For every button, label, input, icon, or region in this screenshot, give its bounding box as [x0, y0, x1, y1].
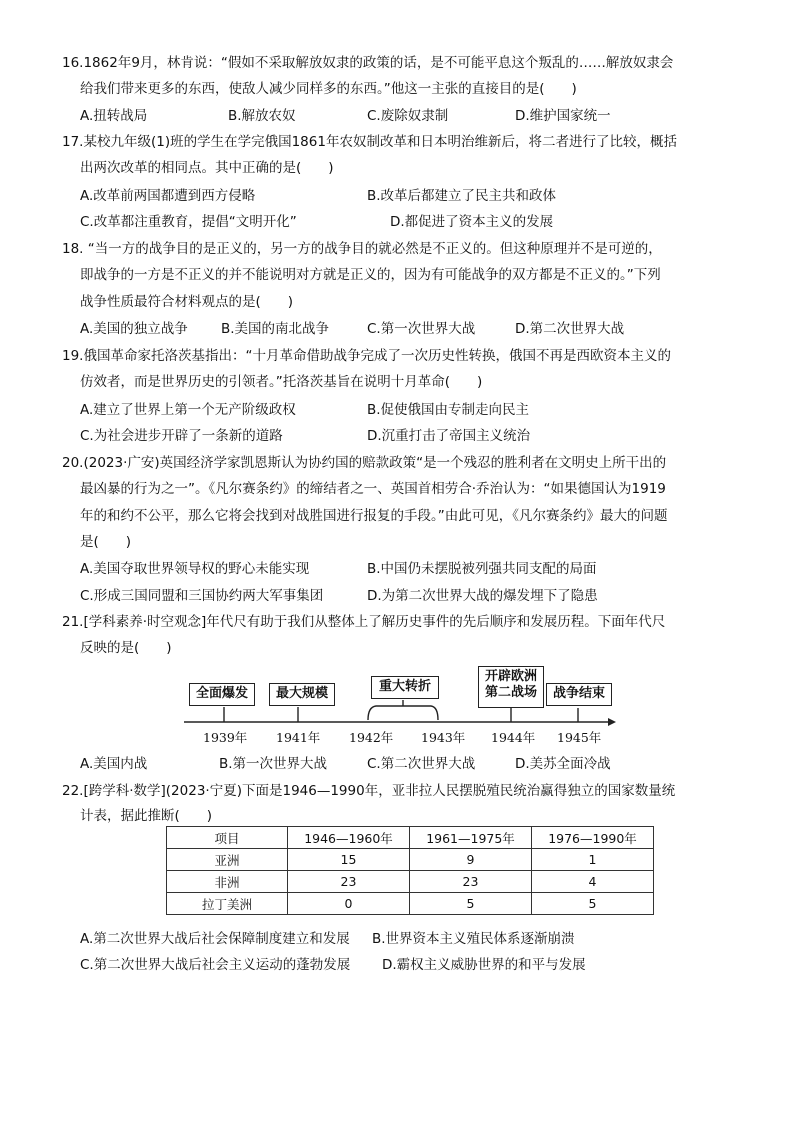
- table-header-cell: 项目: [167, 827, 288, 849]
- q20-line-3: 年的和约不公平，那么它将会找到对战胜国进行报复的手段。”由此可见，《凡尔赛条约》最大的问题: [80, 508, 668, 524]
- q20-line-4: 是( ): [80, 534, 132, 550]
- q18-option-a: A.美国的独立战争: [80, 321, 188, 337]
- q18-line-1: 18. “当一方的战争目的是正义的，另一方的战争目的就必然是不正义的。但这种原理并不是可逆的，: [62, 241, 662, 257]
- q21-line-1: 21.[学科素养·时空观念]年代尺有助于我们从整体上了解历史事件的先后顺序和发展历程。下面年代尺: [62, 614, 666, 630]
- q22-option-a: A.第二次世界大战后社会保障制度建立和发展: [80, 931, 350, 947]
- timeline-event-war-ends: 战争结束: [546, 683, 612, 706]
- q17-option-a: A.改革前两国都遭到西方侵略: [80, 188, 256, 204]
- timeline-year-1941: 1941年: [276, 730, 321, 745]
- q17-option-c: C.改革都注重教育，提倡“文明开化”: [80, 214, 297, 230]
- table-cell: 非洲: [167, 871, 288, 893]
- table-header-cell: 1946—1960年: [288, 827, 410, 849]
- table-cell: 5: [410, 893, 532, 915]
- table-cell: 9: [410, 849, 532, 871]
- q19-line-2: 仿效者，而是世界历史的引领者。”托洛茨基旨在说明十月革命( ): [80, 374, 483, 390]
- q19-option-c: C.为社会进步开辟了一条新的道路: [80, 428, 283, 444]
- q17-option-b: B.改革后都建立了民主共和政体: [367, 188, 557, 204]
- q18-line-3: 战争性质最符合材料观点的是( ): [80, 294, 294, 310]
- q17-line-1: 17.某校九年级(1)班的学生在学完俄国1861年农奴制改革和日本明治维新后，将二者进行了比较，概括: [62, 134, 677, 150]
- q21-option-b: B.第一次世界大战: [219, 756, 328, 772]
- timeline-year-1942: 1942年: [349, 730, 394, 745]
- table-cell: 23: [288, 871, 410, 893]
- q18-line-2: 即战争的一方是不正义的并不能说明对方就是正义的，因为有可能战争的双方都是不正义的。”下列: [80, 267, 661, 283]
- independence-statistics-table: [166, 826, 654, 915]
- q16-line-1: 16.1862年9月，林肯说：“假如不采取解放奴隶的政策的话，是不可能平息这个叛乱的……解放奴隶会: [62, 55, 674, 71]
- timeline-event-second-front: [478, 666, 544, 708]
- table-row: [167, 893, 654, 915]
- q22-line-2: 计表，据此推断( ): [80, 808, 213, 824]
- timeline-event-largest-scale: 最大规模: [269, 683, 335, 706]
- timeline-event-second-front-line-1: 开辟欧洲: [484, 669, 537, 684]
- table-cell: 5: [532, 893, 654, 915]
- table-row: [167, 849, 654, 871]
- q20-line-2: 最凶暴的行为之一”。《凡尔赛条约》的缔结者之一、英国首相劳合·乔治认为：“如果德国认为1919: [80, 481, 666, 497]
- q22-option-c: C.第二次世界大战后社会主义运动的蓬勃发展: [80, 957, 351, 973]
- q16-option-c: C.废除奴隶制: [367, 108, 449, 124]
- timeline-event-second-front-line-2: 第二战场: [484, 685, 537, 700]
- table-row: [167, 871, 654, 893]
- q17-line-2: 出两次改革的相同点。其中正确的是( ): [80, 160, 334, 176]
- q20-option-d: D.为第二次世界大战的爆发埋下了隐患: [367, 588, 598, 604]
- table-cell: 23: [410, 871, 532, 893]
- timeline-event-major-turning-point: 重大转折: [371, 676, 439, 699]
- q21-option-c: C.第二次世界大战: [367, 756, 476, 772]
- timeline-year-1939: 1939年: [203, 730, 248, 745]
- table-cell: 15: [288, 849, 410, 871]
- q20-option-a: A.美国夺取世界领导权的野心未能实现: [80, 561, 310, 577]
- table-header-cell: 1976—1990年: [532, 827, 654, 849]
- bracket-1942-1943: [368, 706, 438, 720]
- q19-option-d: D.沉重打击了帝国主义统治: [367, 428, 531, 444]
- q21-option-d: D.美苏全面冷战: [515, 756, 611, 772]
- q20-line-1: 20.(2023·广安)英国经济学家凯恩斯认为协约国的赔款政策“是一个残忍的胜利者在文明史上所干出的: [62, 455, 667, 471]
- q19-option-a: A.建立了世界上第一个无产阶级政权: [80, 402, 296, 418]
- q21-option-a: A.美国内战: [80, 756, 148, 772]
- timeline-arrowhead: [608, 718, 616, 726]
- q18-option-d: D.第二次世界大战: [515, 321, 625, 337]
- q19-line-1: 19.俄国革命家托洛茨基指出：“十月革命借助战争完成了一次历史性转换，俄国不再是西欧资本主义的: [62, 348, 671, 364]
- timeline-event-full-outbreak: 全面爆发: [189, 683, 255, 706]
- q21-line-2: 反映的是( ): [80, 640, 172, 656]
- q16-option-d: D.维护国家统一: [515, 108, 611, 124]
- q22-option-b: B.世界资本主义殖民体系逐渐崩溃: [372, 931, 575, 947]
- q22-option-d: D.霸权主义威胁世界的和平与发展: [382, 957, 586, 973]
- table-header-cell: 1961—1975年: [410, 827, 532, 849]
- q16-line-2: 给我们带来更多的东西，使敌人减少同样多的东西。”他这一主张的直接目的是( ): [80, 81, 577, 97]
- table-cell: 0: [288, 893, 410, 915]
- q18-option-c: C.第一次世界大战: [367, 321, 476, 337]
- q19-option-b: B.促使俄国由专制走向民主: [367, 402, 530, 418]
- table-cell: 1: [532, 849, 654, 871]
- timeline-year-1943: 1943年: [421, 730, 466, 745]
- q16-option-a: A.扭转战局: [80, 108, 148, 124]
- q22-line-1: 22.[跨学科·数学](2023·宁夏)下面是1946—1990年，亚非拉人民摆脱殖民统治赢得独立的国家数量统: [62, 783, 676, 799]
- q20-option-c: C.形成三国同盟和三国协约两大军事集团: [80, 588, 324, 604]
- q18-option-b: B.美国的南北战争: [221, 321, 330, 337]
- q16-option-b: B.解放农奴: [228, 108, 296, 124]
- table-cell: 拉丁美洲: [167, 893, 288, 915]
- timeline-year-1945: 1945年: [557, 730, 602, 745]
- q17-option-d: D.都促进了资本主义的发展: [390, 214, 554, 230]
- table-cell: 亚洲: [167, 849, 288, 871]
- q20-option-b: B.中国仍未摆脱被列强共同支配的局面: [367, 561, 597, 577]
- table-header-row: [167, 827, 654, 849]
- table-cell: 4: [532, 871, 654, 893]
- timeline-year-1944: 1944年: [491, 730, 536, 745]
